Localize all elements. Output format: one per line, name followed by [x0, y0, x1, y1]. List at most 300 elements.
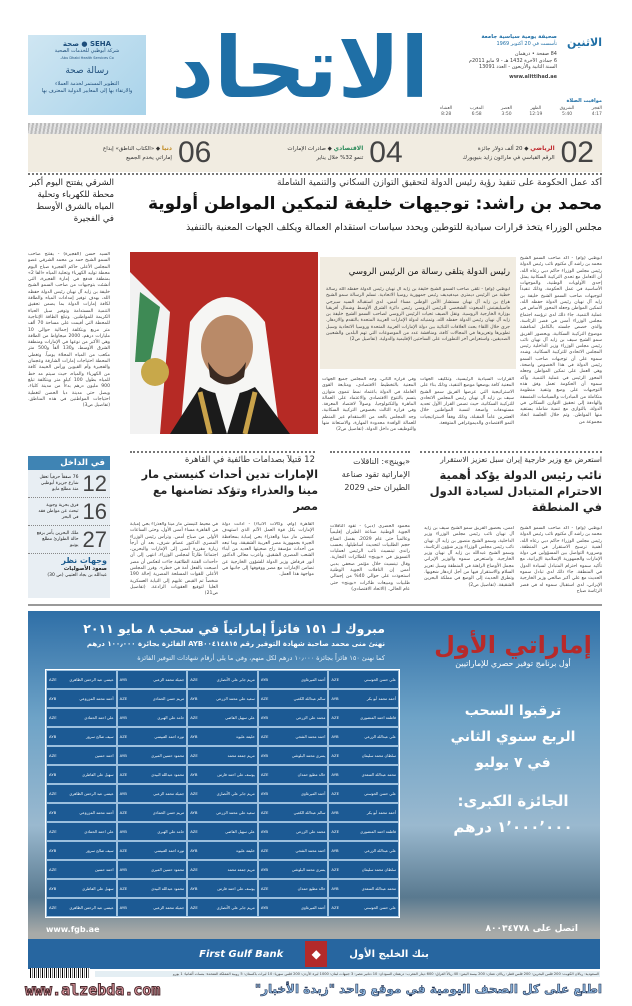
winner-code: AYB	[260, 829, 269, 834]
country-prices: السعودية: ريالان الكويت: 200 فلس البحرين: 200 فلس قطر: ريالان عمان: 200 بيسة اليمن: 40 ريالاً العراق: 600 دينار المغرب: درهمان السودان: 10 دنانير مصر: 3 جنيهات لبنان: 1000 ليرة الأردن: 200 فلس سوريا: 10 ليرات باكستان: 5 روبية المملكة المتحدة: بنسات ألمانيا: 1 يورو	[95, 971, 600, 977]
winner-cell	[328, 841, 399, 860]
winner-name: سعيد علي محمد الزرعي	[216, 696, 255, 701]
teaser-04[interactable]	[219, 134, 410, 172]
divider	[330, 451, 410, 453]
divider	[28, 173, 602, 175]
winner-code: AYB	[190, 848, 198, 853]
opinion-author: عبدالله بن بجاد العتيبي (ص 30)	[47, 573, 107, 578]
winner-code: AZE	[119, 848, 128, 853]
winner-code: AZE	[190, 753, 198, 758]
winner-name: علي حسن الحوسني	[364, 677, 396, 682]
winner-cell	[117, 784, 188, 803]
winner-cell	[258, 879, 329, 898]
opinion-title: وجهات نظر	[61, 556, 107, 565]
prayer-value: 4:17	[591, 112, 602, 117]
winner-cell	[117, 879, 188, 898]
egypt-column-2: في محيط كنيستي مار مينا والعذراء بحي إمبابة في القاهرة مساء أمس الأول، وحتى الساعات الأولى من صباح أمس. وترأس رئيس الوزراء المصري الدكتور عصام شرف، بعد أن أرجأ زيارة مقررة أمس إلى الإمارات والبحرين، اجتماعاً طارئاً لمجلس الوزراء، انتهى إلى أن «أحداث الفتنة الطائفية جاءت لتعكس أن مصر أصبحت بالفعل أمة في خطر». وقرر المجلس الأعلى للقوات المسلحة المصرية إحالة 190 شخصاً تم القبض عليهم إلى النيابة العسكرية العليا لتوقيع العقوبات الرادعة. (تفاصيل ص21)	[130, 522, 218, 597]
winner-code: AYB	[49, 886, 57, 891]
seha-company-en: Abu Dhabi Health Services Co.	[60, 56, 114, 60]
winner-code: AZE	[331, 715, 340, 720]
prayer-time-0	[592, 106, 602, 118]
winner-name: محمد عبدالله السعدي	[361, 886, 396, 891]
website[interactable]: www.alittihad.ae	[509, 73, 557, 80]
prayer-times	[440, 98, 602, 118]
winner-name: أحمد الميرغاوي	[301, 791, 326, 796]
teaser-text	[463, 144, 555, 163]
winner-code: AZE	[49, 715, 57, 720]
winner-cell	[328, 765, 399, 784]
seha-company: شركة أبوظبي للخدمات الصحية	[54, 48, 120, 54]
winner-cell	[46, 822, 117, 841]
winner-name: حامد علي الهيري	[157, 829, 185, 834]
winner-code: AYB	[190, 772, 198, 777]
draw-line-3: في ٧ يوليو	[475, 755, 551, 771]
draw-line-2: الربع سنوي الثاني	[450, 729, 576, 745]
winner-code: AYB	[49, 848, 57, 853]
winner-name: سالم عبدالله الكعبي	[293, 696, 326, 701]
winner-cell	[187, 670, 258, 689]
teaser-section: دنيا	[161, 144, 172, 152]
inside-item-text: ملك البحرين يأمر برفع حالة الطوارئ مطلع يونيو	[36, 530, 79, 548]
winner-name: علي احمد الحمادي	[84, 715, 114, 720]
winner-name: فاطمة احمد المنصوري	[360, 829, 396, 834]
winner-code: AZE	[331, 791, 340, 796]
winner-name: مريم حسن الحمادي	[152, 810, 185, 815]
winner-cell	[258, 765, 329, 784]
bank-name-en: First Gulf Bank	[199, 948, 284, 960]
winner-code: AZE	[119, 734, 128, 739]
grand-prize-amount: ١٬٠٠٠٬٠٠٠ درهم	[453, 818, 573, 836]
winner-name: سيف صالح سرور	[86, 848, 114, 853]
winner-name: جميلة محمد الزعبي	[153, 905, 185, 910]
teaser-page-number: 02	[560, 136, 594, 169]
winner-code: AZE	[260, 696, 269, 701]
inside-item[interactable]	[28, 470, 110, 498]
fgb-logo-icon: ◆	[305, 941, 327, 967]
teaser-text	[103, 144, 172, 163]
winner-name: حامد علي الهيري	[157, 715, 185, 720]
winner-code: AZE	[260, 734, 269, 739]
teaser-02[interactable]	[411, 134, 602, 172]
watermark-url[interactable]: www.alzebda.com	[25, 981, 161, 999]
winner-code: AZE	[331, 677, 340, 682]
winner-name: مريم جمعه محمد	[227, 867, 255, 872]
winner-name: احمد محمد الشحي	[295, 734, 326, 739]
winner-code: AZE	[190, 905, 198, 910]
prayer-name: العصر	[500, 106, 513, 111]
winner-name: يسرى محمد البلوشي	[291, 753, 326, 758]
teaser-page-number: 06	[177, 136, 212, 169]
winner-cell	[117, 746, 188, 765]
teaser-headline: صادرات الإمارات	[287, 145, 326, 152]
winner-name: سعيد علي محمد الزرعي	[216, 810, 255, 815]
winner-cell	[328, 860, 399, 879]
winner-cell	[46, 841, 117, 860]
russia-headline[interactable]: رئيس الدولة يتلقى رسالة من الرئيس الروسي	[348, 267, 510, 277]
winner-name: خالد مطيع حمدان	[297, 886, 326, 891]
winner-cell	[258, 689, 329, 708]
teaser-line-2: إماراتي يخدم الجميع	[126, 154, 172, 161]
winner-name: علي احمد الحمادي	[84, 829, 114, 834]
winner-cell	[46, 708, 117, 727]
winner-cell	[187, 841, 258, 860]
winner-code: AZE	[119, 886, 128, 891]
winner-cell	[328, 898, 399, 917]
winner-code: AYB	[49, 772, 57, 777]
winner-name: فاطمة احمد المنصوري	[360, 715, 396, 720]
winner-name: خليفة عليوه	[236, 734, 255, 739]
winner-code: AZE	[119, 810, 128, 815]
prayer-value: 5:40	[561, 112, 573, 117]
winner-cell	[258, 727, 329, 746]
winner-name: محمد علي الزرعي	[296, 715, 326, 720]
winner-cell	[258, 898, 329, 917]
winner-code: AYB	[49, 696, 57, 701]
ad-grand-winner: نهنئ منى محمد صاحبة شهادة التوفير رقم AYB٠٠٤١٤٨١٥ الفائزة بجائزة ١٠٠٫٠٠٠ درهم	[86, 640, 385, 648]
winner-code: AYB	[331, 886, 339, 891]
fgb-brand-bar	[28, 939, 600, 969]
winner-cell	[328, 689, 399, 708]
teaser-line-2: تنمو 32% خلال يناير	[316, 154, 364, 161]
winner-cell	[117, 708, 188, 727]
winner-code: AYB	[119, 867, 127, 872]
issue-date: 6 جمادى الآخرة 1432 هـ - 9 مايو 2011م	[468, 57, 557, 64]
winner-name: يوسف علي احمد فارس	[217, 772, 255, 777]
winner-cell	[328, 670, 399, 689]
winner-code: AYB	[331, 734, 339, 739]
opinion-headline[interactable]: صعود الأصوليات	[63, 566, 107, 572]
grand-prize-label: الجائزة الكبرى:	[457, 792, 569, 810]
winner-cell	[46, 670, 117, 689]
winner-cell	[258, 670, 329, 689]
winner-code: AZE	[190, 829, 198, 834]
winner-name: خالد مطيع حمدان	[297, 772, 326, 777]
winner-cell	[328, 708, 399, 727]
teaser-strip	[28, 134, 602, 172]
winner-cell	[187, 784, 258, 803]
inside-page-number: 16	[82, 498, 107, 524]
winner-cell	[328, 822, 399, 841]
winner-cell	[46, 746, 117, 765]
prayer-time-1	[560, 106, 575, 118]
teaser-line-2: الرقم القياسي في ماراثون زايد بنيويورك	[462, 154, 555, 161]
russia-body: أبوظبي (وام) - تلقى صاحب السمو الشيخ خليفة بن زايد آل نهيان رئيس الدولة حفظه الله رسالة خطية من الرئيس ديمتري ميدفيديف رئيس جمهورية روسيا الاتحادية. تسلم الرسالة سمو الشيخ هزاع بن زايد آل نهيان مستشار الأمن الوطني مساء أمس، لدى استقباله السيد سيرجي فاسيليفيتش المبعوث الشخصي للرئيس الروسي رئيس دائرة الشرق الأوسط وشمال أفريقيا بوزارة الخارجية الروسية. ونقل الضيف تحيات الرئيس الروسي لصاحب السمو الشيخ خليفة بن زايد آل نهيان رئيس الدولة حفظه الله، وتمنياته لدولة الإمارات العربية المتحدة بالتقدم والازدهار. جرى خلال اللقاء بحث العلاقات الثنائية بين دولة الإمارات العربية المتحدة وروسيا الاتحادية وسبل تطويرها وتعزيزها في المجالات كافة، ومناقشة عدد من الموضوعات التي تهم البلدين والشعبين الصديقين، واستعراض آخر التطورات على الساحتين الإقليمية والدولية. (تفاصيل ص2)	[326, 287, 510, 343]
winner-name: محمود حسين الميري	[151, 753, 185, 758]
winner-code: AZE	[190, 715, 198, 720]
winner-name: يسرى محمد البلوشي	[291, 867, 326, 872]
winner-code: AYB	[260, 677, 269, 682]
winner-cell	[258, 746, 329, 765]
winner-code: AZE	[260, 772, 269, 777]
seha-title: رسالة صحة	[65, 66, 109, 76]
winner-cell	[117, 860, 188, 879]
winner-name: خليفة عليوه	[236, 848, 255, 853]
egypt-column-1: القاهرة (وام، وكالات الأنباء) - أدانت دولة الإمارات بكل قوة العمل الآثم الذي استهدف كنيستي مار مينا والعذراء بحي إمبابة بمحافظة الجيزة بجمهورية مصر العربية الشقيقة، وما تبعه من أحداث مؤسفة راح ضحيتها العديد من أبناء الشعب المصري الشقيق. وأعرب معالي الدكتور أنور قرقاش وزير الدولة للشؤون الخارجية عن تضامن الإمارات مع مصر ووقوفها إلى جانبها في مواجهة هذا العمل.	[222, 522, 314, 578]
ad-winners-intro: كما نهنئ ١٥٠ فائزاً بجائزة ١٠٫٠٠٠ درهم لكل منهم، وفي ما يلي أرقام شهادات التوفير الفائزة	[137, 654, 385, 662]
winner-name: محمود عبدالله البيدي	[151, 772, 185, 777]
wave-divider	[28, 123, 602, 134]
teaser-section: الاقتصادي	[333, 144, 364, 152]
lead-column-3: وفي قراره الثاني، وجه المجلس جميع الجهات المعنية بالتخطيط الاقتصادي، ومتابعة القوى العاملة في الدولة باعتماد نمط تنموي متوازن يتسم بالتنوع الاقتصادي والاعتماد على العمالة الماهرة والتكنولوجيا، وصولاً لاقتصاد المعرفة. وفي قراره الثالث بخصوص التركيبة السكانية، وجه المجلس بالحد من الاستقدام غير المنظم للعمالة الوافدة محدودة المهارة، والاستعانة منها والتوظيف من داخل الدولة. (تفاصيل ص2)	[322, 377, 416, 433]
winner-cell	[117, 841, 188, 860]
winner-cell	[187, 689, 258, 708]
barcode	[30, 968, 90, 978]
inside-page-number: 27	[82, 526, 107, 552]
winner-cell	[258, 822, 329, 841]
iran-kicker: استعرض مع وزير خارجية إيران سبل تعزيز الاستقرار	[440, 455, 602, 464]
winner-code: AZE	[331, 829, 340, 834]
winner-name: سهيل علي القاطري	[82, 886, 114, 891]
iran-column-2: أمس، بحضور الفريق سمو الشيخ سيف بن زايد آل نهيان نائب رئيس مجلس الوزراء وزير الداخلية، وسمو الشيخ منصور بن زايد آل نهيان نائب رئيس مجلس الوزراء وزير شؤون الرئاسة، وسمو الشيخ عبدالله بن زايد آل نهيان وزير الخارجية. واستعرض سموه والوزير الإيراني مجمل الأوضاع الراهنة في المنطقة وسبل تعزيز السلام والاستقرار فيها من أجل ازدهار شعوبها. وتطرق الحديث إلى الوضع في مملكة البحرين الشقيقة. (تفاصيل ص2)	[424, 526, 514, 588]
fgb-phone: اتصل على ٨٠٠٣٤٧٧٨	[485, 924, 578, 934]
teaser-06[interactable]	[28, 134, 219, 172]
winner-code: AZE	[49, 867, 57, 872]
inside-sidebar	[28, 456, 110, 598]
prayer-time-4	[470, 106, 484, 118]
winner-name: سلطان محمد سليمان	[361, 753, 396, 758]
inside-item-text: فرق بحرية وجوية تبحث عن مواطن فقد في البحر	[38, 502, 79, 520]
winner-name: أحمد الميرغاوي	[301, 677, 326, 682]
winner-name: أحمد محمد المزروعي	[79, 810, 114, 815]
winner-code: AZE	[331, 905, 340, 910]
winner-code: AZE	[331, 867, 340, 872]
prayer-title: مواقيت الصلاة	[566, 98, 602, 104]
winner-name: محمود عبدالله البيدي	[151, 886, 185, 891]
divider	[420, 451, 602, 453]
winner-cell	[117, 727, 188, 746]
winner-cell	[46, 727, 117, 746]
pages-price: 84 صفحة • درهمان	[514, 51, 557, 57]
winner-name: احمد حسين	[95, 867, 114, 872]
winner-cell	[258, 708, 329, 727]
winner-code: AYB	[119, 677, 127, 682]
winner-name: جميلة محمد الزعبي	[153, 677, 185, 682]
winner-code: AYB	[190, 734, 198, 739]
lead-kicker: أكد عمل الحكومة على تنفيذ رؤية رئيس الدولة لتحقيق التوازن السكاني والتنمية الشاملة	[276, 178, 602, 188]
winner-name: علي عبدالله الزرعي	[364, 848, 396, 853]
winner-name: مريم حسن الحمادي	[152, 696, 185, 701]
winner-code: AZE	[260, 848, 269, 853]
weekday: الاثنين	[567, 36, 602, 49]
teaser-headline: «الكتاب الناطق» إبداع	[102, 145, 155, 152]
inside-item-text: 76 صفقاً حرفياً تعقل شارع جزيرة أبوظبي منذ مطلع مايو	[39, 474, 79, 492]
winner-name: نورة احمد القبيسي	[154, 734, 185, 739]
winner-name: محمد عبدالله السعدي	[361, 772, 396, 777]
winner-code: AZE	[49, 753, 57, 758]
egypt-kicker: 12 قتيلاً بصدامات طائفية في القاهرة	[184, 455, 315, 465]
winner-code: AYB	[119, 753, 127, 758]
winner-cell	[187, 803, 258, 822]
winner-code: AYB	[190, 696, 198, 701]
winner-code: AZE	[49, 905, 57, 910]
winner-cell	[117, 898, 188, 917]
issue-info	[440, 34, 602, 96]
winner-name: علي عبدالله الزرعي	[364, 734, 396, 739]
winner-name: علي سهيل القاضي	[225, 715, 255, 720]
inside-item[interactable]	[28, 526, 110, 554]
prayer-value: 3:50	[501, 112, 512, 117]
divider	[130, 451, 315, 453]
winner-name: أحمد محمد أبو بكر	[366, 810, 396, 815]
winner-name: أحمد الميرغاوي	[301, 905, 326, 910]
winner-cell	[258, 803, 329, 822]
lead-subhead: مجلس الوزراء يتخذ قرارات سيادية للتوطين ويحدد سياسات استقدام العمالة ويكلف الجهات المعنية بالتنفيذ	[186, 222, 602, 233]
russia-story-box	[320, 257, 516, 369]
iran-headline[interactable]: نائب رئيس الدولة يؤكد أهمية الاحترام المتبادل لسيادة الدول في المنطقة	[429, 468, 602, 514]
winner-name: مريم جمعه محمد	[227, 753, 255, 758]
winner-code: AYB	[331, 848, 339, 853]
winner-cell	[117, 803, 188, 822]
ad-title: مبروك لـ ١٥١ فائزاً إماراتياً في سحب ٨ مايو ٢٠١١	[83, 621, 385, 636]
winner-name: محمود حسين الميري	[151, 867, 185, 872]
masthead-logo: الاتحاد	[170, 19, 430, 117]
winner-name: محمد علي الزرعي	[296, 829, 326, 834]
lead-column-1: أبوظبي (وام) - أكد صاحب السمو الشيخ محمد بن راشد آل مكتوم نائب رئيس الدولة رئيس مجلس الوزراء حاكم دبي رعاه الله، أن التعامل مع تحدي التركيبة السكانية يمثل إحدى الأولويات الوطنية، والموجهات الأساسية في عمل الحكومة، وذلك تنفيذاً لتوجيهات صاحب السمو الشيخ خليفة بن زايد آل نهيان رئيس الدولة حفظه الله، لتمكين المواطن وجعله المحور الأساس في عملية التنمية. جاء ذلك لدى ترؤسه اجتماع مجلس الوزراء أمس في قصر الرئاسة، والذي خصص جلسته بالكامل لمناقشة موضوع التركيبة السكانية، وبحضور الفريق سمو الشيخ سيف بن زايد آل نهيان نائب رئيس مجلس الوزراء وزير الداخلية رئيس المجلس الاتحادي للتركيبة السكانية. وشدد سموه على أن توجيهات صاحب السمو رئيس الدولة في هذا الخصوص واضحة، وهي العمل على تمكين المواطن وجعله المحور الرئيس في عملية التنمية. وأكد سموه أن الحكومة تعمل وفق هذه التوجيهات على وضع وتنفيذ منظومة متكاملة من المبادرات والسياسات المتسقة والهادفة إلى تحقيق التوازن السكاني في الدولة، بالتوازي مع تنمية شاملة يستفيد منها المواطن. وتم خلال الجلسة اتخاذ مجموعة من	[520, 256, 602, 425]
winner-code: AYB	[190, 810, 198, 815]
winner-cell	[46, 765, 117, 784]
winner-cell	[187, 898, 258, 917]
winner-code: AYB	[260, 791, 269, 796]
winner-cell	[187, 879, 258, 898]
winner-code: AZE	[190, 867, 198, 872]
boeing-headline[interactable]: «بوينج»: الناقلات الإماراتية تقود صناعة الطيران حتى 2029	[341, 457, 410, 492]
winner-code: AZE	[119, 696, 128, 701]
seha-advertisement[interactable]: SEHA ● صحة شركة أبوظبي للخدمات الصحية Abu Dhabi Health Services Co. رسالة صحة التطوير المستمر لخدمة العملاء والارتقاء بها إلى المعايير الدولية المعترف بها	[28, 35, 146, 115]
winner-code: AYB	[119, 829, 127, 834]
fgb-website[interactable]: www.fgb.ae	[46, 925, 100, 934]
winner-cell	[328, 803, 399, 822]
winner-cell	[258, 784, 329, 803]
seha-line2: والارتقاء بها إلى المعايير الدولية المعترف بها	[41, 88, 133, 94]
winner-name: سهيل علي القاطري	[82, 772, 114, 777]
winner-code: AYB	[260, 753, 269, 758]
winner-name: علي حسن الحوسني	[364, 905, 396, 910]
winner-cell	[328, 727, 399, 746]
brand-title: إماراتي الأول	[434, 631, 592, 659]
side-lead-headline[interactable]: الشرقي يفتتح اليوم أكبر محطة للكهرباء وتحلية المياه بالشرق الأوسط في الفجيرة	[29, 178, 114, 224]
winner-cell	[187, 727, 258, 746]
winner-code: AYB	[119, 715, 127, 720]
winner-name: علي سهيل القاضي	[225, 829, 255, 834]
lead-headline[interactable]: محمد بن راشد: توجيهات خليفة لتمكين المواطن أولوية	[147, 194, 602, 214]
lead-column-2: القرارات السيادية الرئيسية، وتكليف الجهات المعنية كافة بوضعها موضع التنفيذ، وذلك بناء على الاستراتيجية التي عرضها الفريق سمو الشيخ سيف بن زايد آل نهيان رئيس المجلس الاتحادي للتركيبة السكانية، حيث تضمن القرار الأول تحديد مستهدفات واضحة لنسبة المواطنين خلال العشرين عاماً المقبلة، وذلك وفقاً لاستراتيجيات النمو الاقتصادي والديموغرافي المتوقعة.	[420, 377, 514, 427]
divider	[28, 604, 602, 606]
winner-code: AYB	[260, 715, 269, 720]
bank-name-ar: بنك الخليج الأول	[349, 948, 429, 960]
prayer-time-5	[440, 106, 452, 118]
seha-brand-ar: صحة	[62, 40, 79, 48]
prayer-name: العشاء	[440, 106, 453, 111]
winner-cell	[187, 822, 258, 841]
winner-name: احمد محمد الشحي	[295, 848, 326, 853]
teaser-line-1: الاقتصادي ◆ صادرات الإمارات	[287, 144, 364, 152]
prayer-time-2	[529, 106, 542, 118]
prayer-name: الظهر	[530, 106, 542, 111]
winner-cell	[46, 803, 117, 822]
winner-code: AYB	[260, 867, 269, 872]
winners-table	[45, 669, 400, 918]
winner-cell	[328, 746, 399, 765]
egypt-headline[interactable]: الإمارات تدين أحداث كنيستي مار مينا والعذراء وتؤكد تضامنها مع مصر	[141, 468, 318, 513]
winner-cell	[46, 879, 117, 898]
winner-cell	[117, 822, 188, 841]
winner-code: AZE	[190, 677, 198, 682]
ad-brand-panel	[428, 631, 598, 840]
teaser-section: الرياضي	[530, 144, 555, 152]
winner-name: أحمد محمد أبو بكر	[366, 696, 396, 701]
winner-code: AYB	[49, 734, 57, 739]
winner-cell	[187, 860, 258, 879]
watermark-text: اطلع على كل الصحف اليومية في موقع واحد "زبدة الأخبار"	[254, 982, 602, 996]
winner-name: أحمد محمد المزروعي	[79, 696, 114, 701]
president-photo	[130, 252, 318, 434]
teaser-line-1: الرياضي ◆ 20 ألف دولار جائزة	[477, 144, 555, 152]
winner-cell	[258, 860, 329, 879]
inside-item[interactable]	[28, 498, 110, 526]
winner-code: AYB	[331, 810, 339, 815]
prayer-value: 6:58	[471, 112, 482, 117]
prayer-name: المغرب	[469, 106, 484, 111]
prayer-value: 12:19	[529, 112, 543, 117]
winner-name: احمد حسين	[95, 753, 114, 758]
side-lead-body: السيد حسن (الفجيرة) - يفتتح صاحب السمو الشيخ حمد بن محمد الشرقي عضو المجلس الأعلى حاكم الفجيرة صباح اليوم محطة توليد الكهرباء وتحلية المياه «الفا 2» بمنطقة قدفع في إمارة الفجيرة، التي أنشئت بتوجيهات من صاحب السمو الشيخ خليفة بن زايد آل نهيان رئيس الدولة حفظه الله، بهدف توفير إمدادات المياه والطاقة لكافة إمارات الدولة بما يضمن تحقيق التنمية المستدامة وتوفير سبل الحياة الكريمة للمواطنين. وتبلغ الطاقة الإنتاجية للمحطة التي أقيمت على مساحة 70 ألف متر مربع وبتكلفة إجمالية حوالي 10 مليارات درهم، 2000 ميجاواط من الطاقة وهي الأكبر من نوعها في الإمارات ومنطقة الشرق الأوسط، و130 ألفاً و500 متر مكعب من المياه المحلاة يومياً. وتغطي المحطة احتياجات إمارات الشارقة وعجمان والفجيرة وأم القيوين ورأس الخيمة كافة من الكهرباء والمياه، حيث سيتم مد خط للمياه بطول 100 كيلو متر وبتكلفة تبلغ 900 مليون درهم بدءاً من مدينة كلباء، ويصل حتى مدينة دبا الحصن لتغطية احتياجات المواطنين في هذه المناطق. (تفاصيل ص3)	[28, 252, 110, 409]
winner-code: AZE	[331, 753, 340, 758]
winner-cell	[46, 860, 117, 879]
seha-line1: التطوير المستمر لخدمة العملاء	[55, 81, 119, 87]
winner-name: عيسى عبد الرحمن الظاهري	[69, 677, 114, 682]
winner-name: مريم جابر علي الأنصاري	[216, 791, 255, 796]
brand-subtitle: أول برنامج توفير حصري للإماراتيين	[455, 659, 571, 668]
fgb-advertisement[interactable]	[28, 611, 600, 969]
winner-cell	[187, 765, 258, 784]
prayer-name: الشروق	[559, 106, 575, 111]
winner-cell	[328, 879, 399, 898]
prayer-time-3	[501, 106, 512, 118]
winner-cell	[187, 746, 258, 765]
winner-name: سالم عبدالله الكعبي	[293, 810, 326, 815]
winner-cell	[46, 784, 117, 803]
winner-name: عيسى عبد الرحمن الظاهري	[69, 791, 114, 796]
teaser-line-1: دنيا ◆ «الكتاب الناطق» إبداع	[102, 144, 172, 152]
draw-line-1: ترقبوا السحب	[464, 703, 562, 719]
issue-number: السنة الثانية والأربعون - العدد 13091	[478, 64, 557, 70]
prayer-name: الفجر	[591, 106, 602, 111]
winner-code: AYB	[119, 905, 127, 910]
inside-title: في الداخل	[28, 456, 110, 470]
winner-code: AYB	[119, 791, 127, 796]
winner-code: AZE	[260, 886, 269, 891]
winner-name: مريم جابر علي الأنصاري	[216, 677, 255, 682]
winner-cell	[46, 898, 117, 917]
prayer-value: 8:28	[441, 112, 452, 117]
founded: تأسست في 20 أكتوبر 1969	[496, 40, 557, 47]
winner-name: سلطان محمد سليمان	[361, 867, 396, 872]
winner-code: AYB	[49, 810, 57, 815]
winner-code: AYB	[331, 772, 339, 777]
winner-code: AYB	[260, 905, 269, 910]
winner-cell	[117, 689, 188, 708]
winner-name: علي حسن الحوسني	[364, 791, 396, 796]
winner-cell	[328, 784, 399, 803]
winner-cell	[117, 670, 188, 689]
winner-cell	[117, 765, 188, 784]
winner-code: AYB	[190, 886, 198, 891]
inside-page-number: 12	[82, 470, 107, 496]
winner-code: AZE	[119, 772, 128, 777]
winner-cell	[258, 841, 329, 860]
winner-cell	[46, 689, 117, 708]
winner-name: نورة احمد القبيسي	[154, 848, 185, 853]
